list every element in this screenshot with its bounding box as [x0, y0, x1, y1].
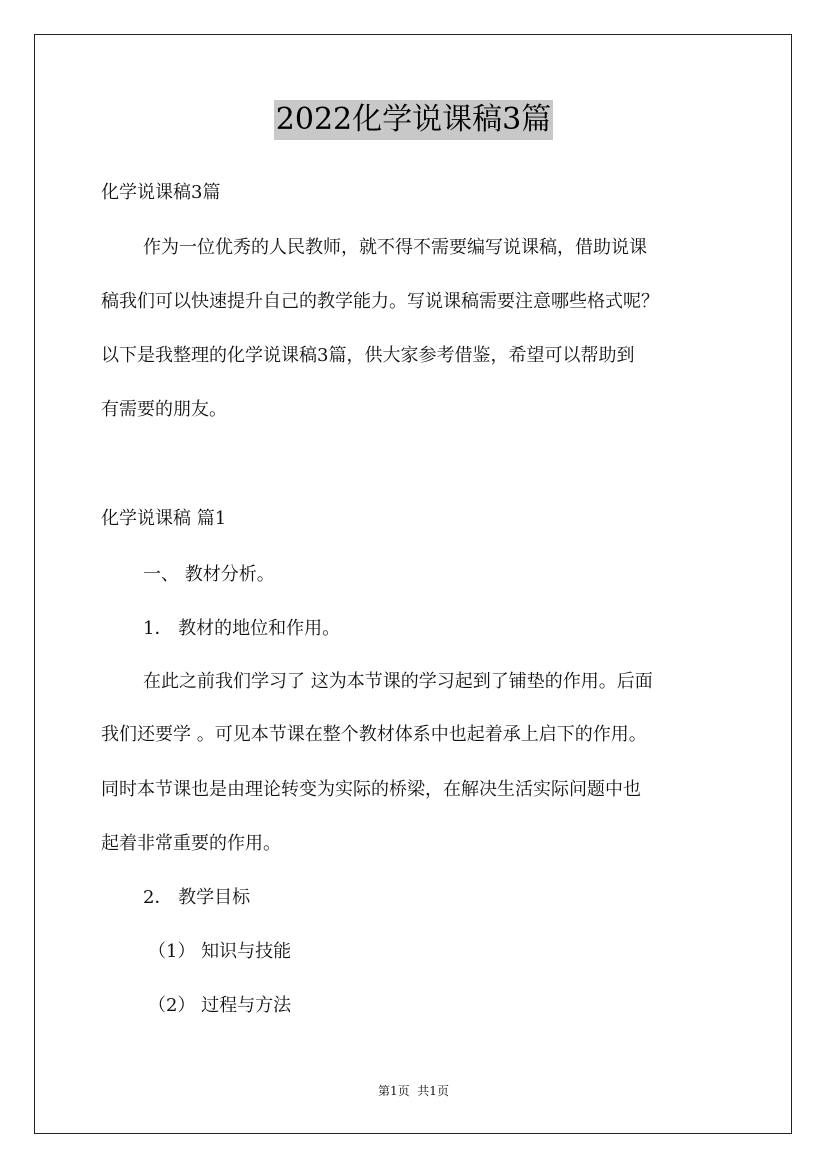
- para-line-2: 我们还要学 。可见本节课在整个教材体系中也起着承上启下的作用。: [101, 724, 647, 745]
- item-heading-1: 1． 教材的地位和作用。: [143, 618, 341, 639]
- para-line-1: 在此之前我们学习了 这为本节课的学习起到了铺垫的作用。后面: [143, 671, 653, 692]
- sub-item-1: （1） 知识与技能: [148, 941, 292, 962]
- document-title: 2022化学说课稿3篇: [274, 100, 553, 140]
- section-heading: 化学说课稿 篇1: [101, 508, 227, 529]
- page-number: 第1页 共1页: [378, 1084, 449, 1098]
- title-container: [0, 100, 827, 140]
- page-footer: [0, 1083, 827, 1099]
- para-line-3: 同时本节课也是由理论转变为实际的桥梁，在解决生活实际问题中也: [101, 779, 641, 800]
- item-heading-2: 2． 教学目标: [143, 887, 251, 908]
- intro-line-1: 作为一位优秀的人民教师，就不得不需要编写说课稿，借助说课: [143, 237, 647, 258]
- intro-line-3: 以下是我整理的化学说课稿3篇，供大家参考借鉴，希望可以帮助到: [101, 345, 635, 366]
- intro-line-4: 有需要的朋友。: [101, 399, 227, 420]
- part-heading: 一、 教材分析。: [143, 564, 275, 585]
- subtitle: 化学说课稿3篇: [101, 182, 221, 203]
- intro-line-2: 稿我们可以快速提升自己的教学能力。写说课稿需要注意哪些格式呢？: [101, 291, 659, 312]
- para-line-4: 起着非常重要的作用。: [101, 833, 281, 854]
- sub-item-2: （2） 过程与方法: [148, 995, 292, 1016]
